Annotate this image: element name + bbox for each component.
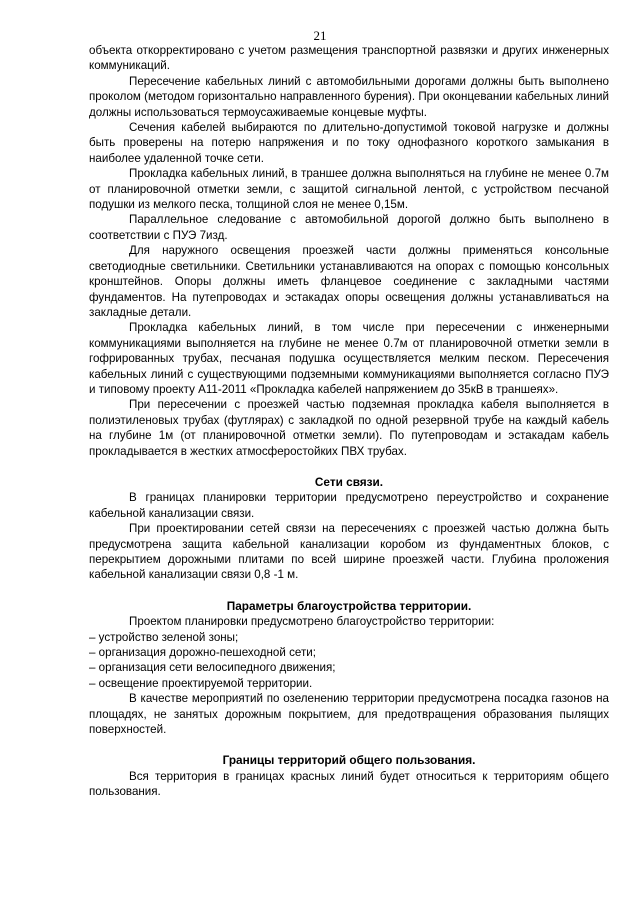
paragraph: Пересечение кабельных линий с автомобильными дорогами должны быть выполнено проколом (методом горизонтально направленного бурения). При оконцевании кабельных линий должны использоваться термоусаживаемые концевые муфты. <box>89 74 609 119</box>
section-heading-comms: Сети связи. <box>314 474 384 489</box>
spacer <box>89 459 609 475</box>
paragraph: При пересечении с проезжей частью подземная прокладка кабеля выполняется в полиэтиленовых трубах (футлярах) с закладкой по одной резервной трубе на каждый кабель на глубине 1м (от планировочной отметки земли). По путепроводам и эстакадам кабель прокладывается в жестких атмосферостойких ПВХ трубах. <box>89 398 609 458</box>
paragraph: Сечения кабелей выбираются по длительно-допустимой токовой нагрузке и должны быть проверены на потерю напряжения и по току однофазного короткого замыкания в наиболее удаленной точке сети. <box>89 121 609 165</box>
paragraph: В качестве мероприятий по озеленению территории предусмотрена посадка газонов на площадях, не занятых дорожным покрытием, для предотвращения образования пылящих поверхностей. <box>89 692 609 737</box>
document-body <box>89 43 609 800</box>
paragraph: При проектировании сетей связи на пересечениях с проезжей частью должна быть предусмотрена защита кабельной канализации коробом из фундаментных блоков, с перекрытием дорожными плитами по всей ширине проезжей части. Глубина проложения кабельной канализации связи 0,8 -1 м. <box>89 522 609 582</box>
spacer <box>89 583 609 599</box>
paragraph: В границах планировки территории предусмотрено переустройство и сохранение кабельной канализации связи. <box>89 491 609 520</box>
paragraph: Прокладка кабельных линий, в том числе при пересечении с инженерными коммуникациями выполняется на глубине не менее 0.7м от планировочной отметки земли в гофрированных трубах, песчаная подушка осуществляется мелким песком. Пересечения кабельных линий с существующими подземными коммуникациями выполняется согласно ПУЭ и типовому проекту А11-2011 «Прокладка кабелей напряжением до 35кВ в траншеях». <box>89 321 609 396</box>
list-item: – организация сети велосипедного движения; <box>89 661 336 675</box>
page-number: 21 <box>313 28 327 43</box>
paragraph: Параллельное следование с автомобильной дорогой должно быть выполнено в соответствии с ПУЭ 7изд. <box>89 213 609 242</box>
list-item: – организация дорожно-пешеходной сети; <box>89 646 316 660</box>
section-heading-public: Границы территорий общего пользования. <box>222 753 476 768</box>
paragraph: объекта откорректировано с учетом размещения транспортной развязки и других инженерных коммуникаций. <box>89 44 609 73</box>
list-item: – освещение проектируемой территории. <box>89 676 313 690</box>
spacer <box>89 737 609 753</box>
paragraph: Прокладка кабельных линий, в траншее должна выполняться на глубине не менее 0.7м от планировочной отметки земли, с защитой сигнальной лентой, с устройством песчаной подушки из мелкого песка, толщиной слоя не менее 0,15м. <box>89 167 609 212</box>
paragraph: Проектом планировки предусмотрено благоустройство территории: <box>129 615 495 629</box>
paragraph: Для наружного освещения проезжей части должны применяться консольные светодиодные светильники. Светильники устанавливаются на опорах с помощью консольных кронштейнов. Опоры должны иметь фланцевое соединение с закладными частями фундаментов. На путепроводах и эстакадах опоры освещения должны устанавливаться на закладные детали. <box>89 244 609 319</box>
paragraph: Вся территория в границах красных линий будет относиться к территориям общего пользования. <box>89 769 609 799</box>
section-heading-landscaping: Параметры благоустройства территории. <box>226 598 472 613</box>
list-item: – устройство зеленой зоны; <box>89 630 239 644</box>
